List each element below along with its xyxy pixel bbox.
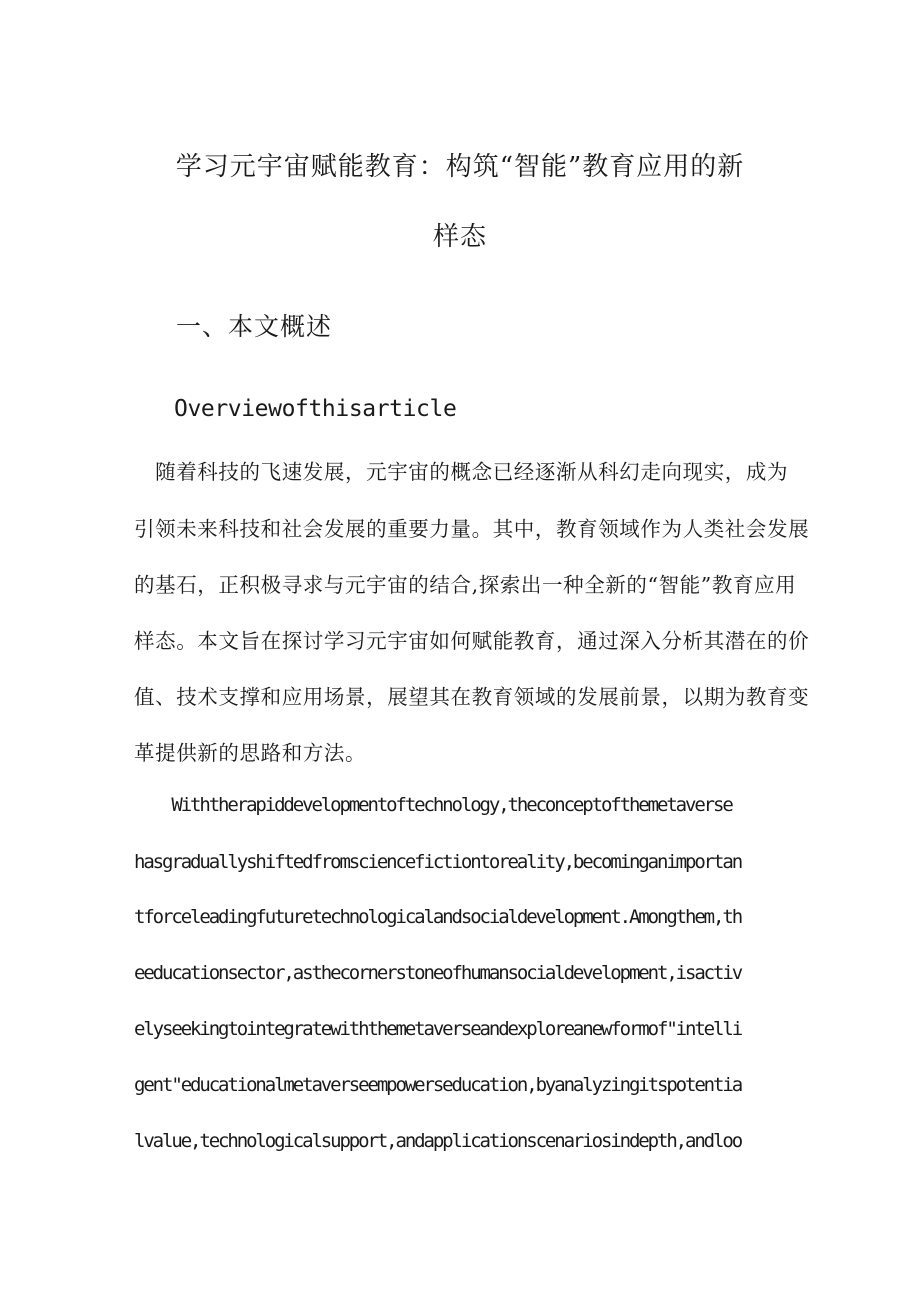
- paragraph-cn-line: 样态。本文旨在探讨学习元宇宙如何赋能教育，通过深入分析其潜在的价: [134, 629, 810, 653]
- paragraph-en-line: elyseekingtointegratewiththemetaverseandexploreanewformof"intelli: [134, 1018, 742, 1040]
- document-title-line-2: 样态: [432, 222, 487, 252]
- paragraph-en-line: lvalue,technologicalsupport,andapplicationscenariosindepth,andloo: [134, 1130, 742, 1152]
- section-heading: 一、本文概述: [176, 312, 333, 341]
- paragraph-cn-line: 值、技术支撑和应用场景，展望其在教育领域的发展前景，以期为教育变: [134, 685, 810, 709]
- paragraph-cn-line: 引领未来科技和社会发展的重要力量。其中，教育领域作为人类社会发展: [134, 517, 810, 541]
- paragraph-en-line: hasgraduallyshiftedfromsciencefictiontoreality,becominganimportan: [134, 851, 742, 873]
- paragraph-en-line: gent"educationalmetaverseempowerseducation,byanalyzingitspotentia: [134, 1074, 742, 1096]
- paragraph-en-line: eeducationsector,asthecornerstoneofhumansocialdevelopment,isactiv: [134, 962, 742, 984]
- document-title-line-1: 学习元宇宙赋能教育：构筑“智能”教育应用的新: [175, 152, 745, 182]
- paragraph-cn-line: 革提供新的思路和方法。: [134, 741, 367, 765]
- paragraph-en-line: Withtherapiddevelopmentoftechnology,theconceptofthemetaverse: [134, 794, 732, 816]
- paragraph-cn-line: 的基石，正积极寻求与元宇宙的结合,探索出一种全新的“智能”教育应用: [134, 573, 797, 597]
- paragraph-cn-line: 随着科技的飞速发展，元宇宙的概念已经逐渐从科幻走向现实，成为: [134, 460, 789, 484]
- paragraph-en-line: tforceleadingfuturetechnologicalandsocialdevelopment.Amongthem,th: [134, 906, 742, 928]
- section-heading-english: Overviewofthisarticle: [174, 396, 457, 422]
